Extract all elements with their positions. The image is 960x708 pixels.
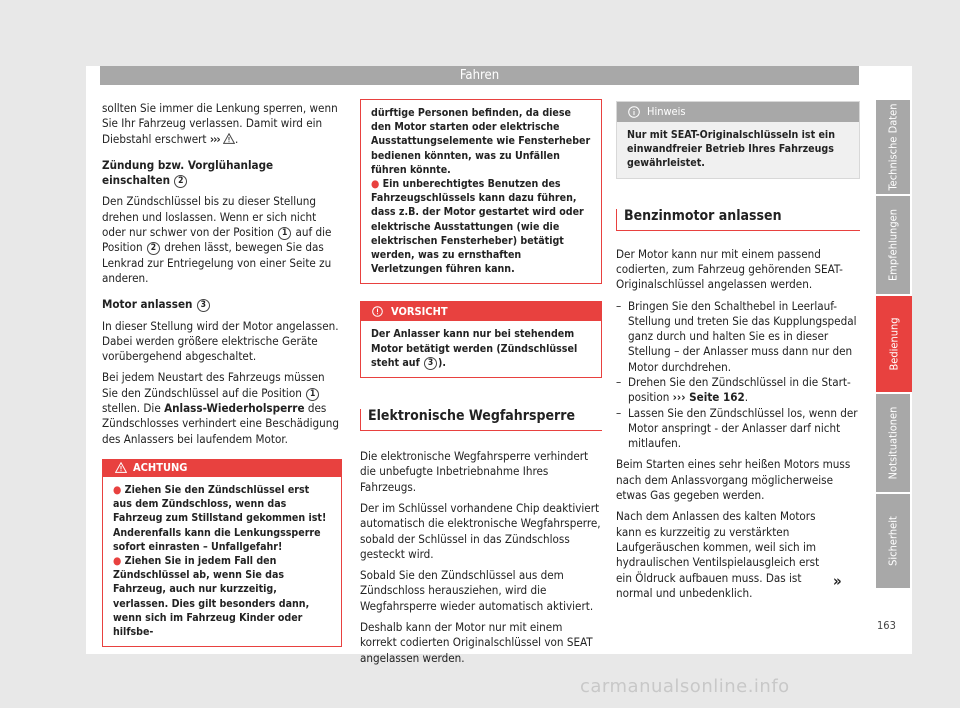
steps-list	[616, 299, 860, 452]
paragraph-neustart: Bei jedem Neustart des Fahrzeugs müssen Sie den Zündschlüssel auf die Position 1 stellen. Die Anlass-Wiederholsperre des Zündschlosses verhindert eine Beschädigung des Anlassers bei laufendem Motor.	[102, 370, 340, 446]
hint-header: Hinweis	[617, 102, 859, 122]
paragraph: Der Motor kann nur mit einem passend codierten, zum Fahrzeug gehörenden SEAT-Originalschlüssel angelassen werden.	[616, 246, 843, 292]
warning-item: dürftige Personen befinden, da diese den Motor starten oder elektrische Ausstattungselemente wie Fensterheber bedienen könnten, was zu Unfällen führen könnte.	[371, 107, 591, 176]
paragraph-zuendung: Den Zündschlüssel bis zu dieser Stellung drehen und loslassen. Wenn er sich nicht oder nur schwer von der Position 1 auf die Position 2 drehen lässt, bewegen Sie das Lenkrad zur Entriegelung von einer Seite zu anderen.	[102, 194, 332, 285]
warning-body	[103, 477, 341, 646]
caution-box	[360, 301, 602, 378]
paragraph: Die elektronische Wegfahrsperre verhindert die unbefugte Inbetriebnahme Ihres Fahrzeugs.	[360, 449, 589, 494]
paragraph-intro: sollten Sie immer die Lenkung sperren, wenn Sie Ihr Fahrzeug verlassen. Damit wird ein Diebstahl erschwert ››› .	[102, 101, 338, 146]
watermark: carmanualsonline.info	[580, 676, 790, 697]
page-reference-link[interactable]: ››› Seite 162	[672, 390, 745, 405]
hint-body: Nur mit SEAT-Originalschlüsseln ist ein einwandfreier Betrieb Ihres Fahrzeugs gewährleistet.	[627, 129, 835, 170]
page-number: 163	[877, 619, 896, 632]
column-left	[102, 101, 342, 647]
section-title-wegfahrsperre: Elektronische Wegfahrsperre	[360, 405, 602, 431]
position-marker-3: 3	[424, 357, 437, 370]
caution-body: Der Anlasser kann nur bei stehendem Motor betätigt werden (Zündschlüssel steht auf 3 ).	[371, 328, 578, 369]
position-marker-1: 1	[306, 388, 319, 401]
paragraph: Nach dem Anlassen des kalten Motors kann es kurzzeitig zu verstärkten Laufgeräuschen kommen, weil sich im hydraulischen Ventilspielausgleich erst ein Öldruck aufbauen muss. Das ist normal und unbedenklich.	[616, 509, 820, 600]
column-middle	[360, 101, 602, 672]
list-item: – Bringen Sie den Schalthebel in Leerlauf-Stellung und treten Sie das Kupplungspedal ganz durch und halten Sie es in dieser Stellung – der Anlasser muss dann nur den Motor durchdrehen.	[616, 299, 860, 375]
warning-box-continued	[360, 99, 602, 284]
list-item: – Lassen Sie den Zündschlüssel los, wenn der Motor anspringt - der Anlasser darf nicht mitlaufen.	[616, 406, 860, 452]
paragraph: Sobald Sie den Zündschlüssel aus dem Zündschloss herausziehen, wird die Wegfahrsperre wieder automatisch aktiviert.	[360, 568, 594, 613]
warning-header: ACHTUNG	[103, 459, 341, 477]
position-marker-3: 3	[197, 299, 210, 312]
tab-empfehlungen[interactable]: Empfehlungen	[876, 196, 910, 294]
continued-mark: »	[833, 572, 842, 590]
position-marker-2: 2	[147, 242, 160, 255]
paragraph: Der im Schlüssel vorhandene Chip deaktiviert automatisch die elektronische Wegfahrsperre, sobald der Schlüssel in das Zündschloss gesteckt wird.	[360, 500, 601, 561]
warning-triangle-icon	[223, 133, 235, 144]
position-marker-2: 2	[174, 175, 187, 188]
tab-notsituationen[interactable]: Notsituationen	[876, 394, 910, 492]
heading-motor: Motor anlassen 3	[102, 297, 342, 312]
column-right	[616, 101, 860, 607]
cross-ref-arrow[interactable]: ›››	[209, 131, 220, 146]
warning-triangle-icon	[115, 462, 127, 473]
tab-sicherheit[interactable]: Sicherheit	[876, 494, 910, 588]
hint-box	[616, 101, 860, 179]
heading-zuendung: Zündung bzw. Vorglühanlage einschalten 2	[102, 157, 274, 188]
page-header: Fahren	[100, 66, 859, 85]
paragraph: Deshalb kann der Motor nur mit einem korrekt codierten Originalschlüssel von SEAT angelassen werden.	[360, 620, 593, 665]
tab-bedienung[interactable]: Bedienung	[876, 296, 912, 392]
caution-circle-icon	[372, 306, 383, 317]
warning-item: ● Ziehen Sie in jedem Fall den Zündschlüssel ab, wenn Sie das Fahrzeug, auch nur kurzzeitig, verlassen. Dies gilt besonders dann, wenn sich im Fahrzeug Kinder oder hilfsbe-	[113, 554, 310, 638]
warning-item: ● Ziehen Sie den Zündschlüssel erst aus dem Zündschloss, wenn das Fahrzeug zum Stillstand gekommen ist! Anderenfalls kann die Lenkungssperre sofort einrasten – Unfallgefahr!	[113, 483, 327, 553]
paragraph-motor: In dieser Stellung wird der Motor angelassen. Dabei werden größere elektrische Geräte vorübergehend abgeschaltet.	[102, 318, 339, 364]
section-title-benzinmotor: Benzinmotor anlassen	[616, 205, 860, 231]
warning-box	[102, 459, 342, 647]
position-marker-1: 1	[278, 227, 291, 240]
chapter-tabs	[876, 100, 910, 590]
paragraph: Beim Starten eines sehr heißen Motors muss nach dem Anlassvorgang möglicherweise etwas Gas gegeben werden.	[616, 457, 851, 503]
caution-header: VORSICHT	[361, 302, 601, 321]
tab-technische-daten[interactable]: Technische Daten	[876, 100, 910, 194]
warning-item: ● Ein unberechtigtes Benutzen des Fahrzeugschlüssels kann dazu führen, dass z.B. der Motor gestartet wird oder elektrische Ausstattungen (wie die elektrischen Fensterheber) betätigt werden, was zu ernsthaften Verletzungen führen kann.	[371, 178, 584, 276]
list-item: – Drehen Sie den Zündschlüssel in die Start-position ››› Seite 162.	[616, 375, 860, 406]
info-icon	[628, 106, 640, 118]
